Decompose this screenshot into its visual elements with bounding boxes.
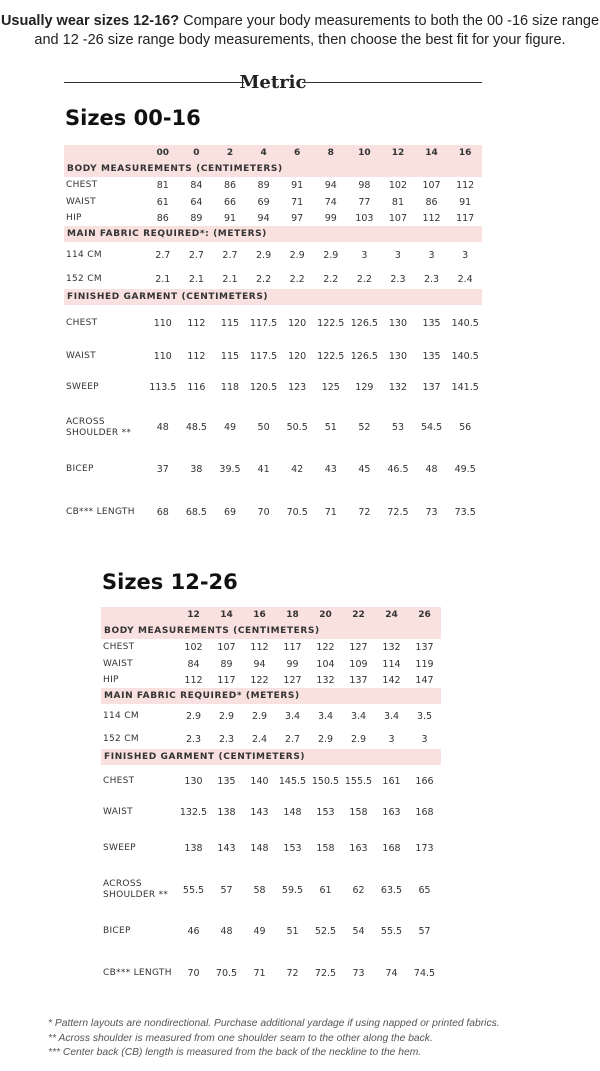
value-cell: 148 xyxy=(250,842,269,854)
section-header-row xyxy=(64,226,482,242)
table-row xyxy=(101,765,441,797)
value-cell: 155.5 xyxy=(344,775,373,787)
section-header: MAIN FABRIC REQUIRED* (METERS) xyxy=(101,688,441,704)
value-cell: 2.2 xyxy=(289,273,305,285)
footnote-2: ** Across shoulder is measured from one shoulder seam to the other along the back. xyxy=(48,1032,433,1044)
value-cell: 137 xyxy=(422,382,441,393)
value-cell: 130 xyxy=(388,317,408,329)
value-cell: 118 xyxy=(220,382,240,393)
value-cell: 150.5 xyxy=(311,775,340,787)
value-cell: 63.5 xyxy=(380,884,403,896)
value-cell: 2.9 xyxy=(256,250,272,261)
size-header-cell: 12 xyxy=(177,607,210,623)
value-cell: 132 xyxy=(382,642,401,653)
table2-title: Sizes 12-26 xyxy=(102,570,238,594)
value-cell: 73 xyxy=(352,967,365,979)
value-cell: 89 xyxy=(190,212,203,224)
value-cell: 49 xyxy=(253,925,266,937)
size-header-cell: 26 xyxy=(408,607,441,623)
size-header-cell: 16 xyxy=(448,145,482,161)
value-cell: 49 xyxy=(223,422,237,433)
value-cell: 141.5 xyxy=(451,382,479,393)
value-cell: 104 xyxy=(316,658,335,670)
row-label: SWEEP xyxy=(66,382,99,392)
row-label: WAIST xyxy=(66,196,96,207)
value-cell: 138 xyxy=(217,807,236,818)
value-cell: 69 xyxy=(223,506,237,518)
value-cell: 130 xyxy=(184,775,203,787)
value-cell: 130 xyxy=(388,350,408,362)
value-cell: 84 xyxy=(187,658,200,670)
value-cell: 68 xyxy=(156,506,169,518)
value-cell: 112 xyxy=(184,674,203,686)
value-cell: 72 xyxy=(286,967,299,979)
value-cell: 163 xyxy=(382,807,401,818)
value-cell: 110 xyxy=(153,350,172,362)
section-header-row xyxy=(101,749,441,765)
row-label: CB*** LENGTH xyxy=(66,506,135,517)
value-cell: 2.3 xyxy=(218,733,235,745)
size-header-cell: 24 xyxy=(375,607,408,623)
value-cell: 72.5 xyxy=(387,506,409,518)
value-cell: 112 xyxy=(187,317,206,329)
table-row xyxy=(101,704,441,729)
value-cell: 163 xyxy=(349,842,368,854)
value-cell: 97 xyxy=(291,212,304,224)
value-cell: 54.5 xyxy=(420,422,443,433)
value-cell: 73.5 xyxy=(454,506,476,518)
value-cell: 2.7 xyxy=(284,733,301,745)
value-cell: 98 xyxy=(358,180,371,191)
value-cell: 39.5 xyxy=(219,463,241,475)
intro-text xyxy=(0,12,600,50)
value-cell: 48 xyxy=(425,463,438,475)
size-table-12-26 xyxy=(101,607,441,996)
row-label: 114 CM xyxy=(66,250,102,260)
value-cell: 57 xyxy=(220,884,233,896)
value-cell: 55.5 xyxy=(182,884,205,896)
value-cell: 70 xyxy=(187,967,200,979)
value-cell: 46.5 xyxy=(387,463,409,475)
table-row xyxy=(101,950,441,996)
value-cell: 143 xyxy=(250,807,269,818)
value-cell: 91 xyxy=(291,180,304,191)
table-row xyxy=(64,269,482,289)
size-header-cell: 6 xyxy=(280,145,314,161)
value-cell: 46 xyxy=(187,925,200,937)
value-cell: 147 xyxy=(415,674,434,686)
value-cell: 168 xyxy=(415,807,434,818)
value-cell: 115 xyxy=(220,317,240,329)
section-header-row xyxy=(64,289,482,305)
size-header-cell: 00 xyxy=(146,145,180,161)
row-label: HIP xyxy=(66,212,82,223)
value-cell: 3.4 xyxy=(383,711,400,722)
value-cell: 114 xyxy=(382,658,401,670)
value-cell: 137 xyxy=(415,642,434,653)
value-cell: 3 xyxy=(462,250,469,261)
table-row xyxy=(64,242,482,269)
value-cell: 51 xyxy=(324,422,337,433)
value-cell: 51 xyxy=(286,925,299,937)
row-label: CHEST xyxy=(66,180,98,190)
value-cell: 3.4 xyxy=(317,711,334,722)
section-header: BODY MEASUREMENTS (CENTIMETERS) xyxy=(64,161,482,177)
row-label: BICEP xyxy=(66,463,94,474)
row-label: WAIST xyxy=(66,350,96,361)
value-cell: 62 xyxy=(352,884,365,896)
table-row xyxy=(101,729,441,749)
value-cell: 89 xyxy=(257,180,270,191)
value-cell: 55.5 xyxy=(380,925,403,937)
value-cell: 158 xyxy=(349,807,368,818)
size-header-row xyxy=(64,145,482,161)
value-cell: 122 xyxy=(250,674,269,686)
value-cell: 132 xyxy=(388,382,408,393)
value-cell: 126.5 xyxy=(350,317,378,329)
value-cell: 48.5 xyxy=(185,422,207,433)
size-header-corner xyxy=(64,145,146,161)
table-row xyxy=(64,487,482,537)
value-cell: 64 xyxy=(190,196,203,208)
value-cell: 3.4 xyxy=(350,711,367,722)
table-row xyxy=(64,451,482,487)
row-label: 152 CM xyxy=(66,273,102,284)
value-cell: 37 xyxy=(156,463,169,475)
row-label: ACROSS SHOULDER ** xyxy=(103,879,169,900)
value-cell: 110 xyxy=(153,317,172,329)
value-cell: 91 xyxy=(459,196,472,208)
value-cell: 103 xyxy=(355,212,374,224)
value-cell: 119 xyxy=(415,658,434,670)
table-row xyxy=(101,828,441,868)
value-cell: 168 xyxy=(382,842,401,854)
value-cell: 127 xyxy=(283,674,302,686)
value-cell: 112 xyxy=(456,180,475,191)
value-cell: 61 xyxy=(156,196,169,208)
section-header-row xyxy=(64,161,482,177)
value-cell: 2.4 xyxy=(251,733,268,745)
value-cell: 2.3 xyxy=(185,733,202,745)
value-cell: 132 xyxy=(316,674,335,686)
table-row xyxy=(64,305,482,341)
value-cell: 107 xyxy=(217,642,236,653)
value-cell: 86 xyxy=(156,212,169,224)
value-cell: 3 xyxy=(388,733,395,745)
value-cell: 161 xyxy=(382,775,401,787)
value-cell: 69 xyxy=(257,196,270,208)
value-cell: 102 xyxy=(388,180,408,191)
value-cell: 49.5 xyxy=(454,463,476,475)
value-cell: 2.3 xyxy=(423,273,440,285)
size-header-cell: 8 xyxy=(314,145,348,161)
value-cell: 2.2 xyxy=(323,273,339,285)
value-cell: 2.7 xyxy=(188,250,204,261)
value-cell: 116 xyxy=(187,382,206,393)
row-label: BICEP xyxy=(103,925,131,936)
value-cell: 127 xyxy=(349,642,368,653)
section-header: FINISHED GARMENT (CENTIMETERS) xyxy=(64,289,482,305)
table-row xyxy=(64,210,482,226)
value-cell: 135 xyxy=(422,350,441,362)
value-cell: 2.9 xyxy=(350,733,367,745)
size-header-cell: 4 xyxy=(247,145,281,161)
value-cell: 45 xyxy=(358,463,371,475)
table-row xyxy=(64,177,482,194)
size-table-00-16 xyxy=(64,145,482,537)
row-label: 152 CM xyxy=(103,733,139,744)
value-cell: 77 xyxy=(358,196,371,208)
value-cell: 94 xyxy=(253,658,266,670)
table-row xyxy=(101,868,441,912)
table-row xyxy=(64,404,482,451)
section-header-row xyxy=(101,623,441,639)
size-header-cell: 18 xyxy=(276,607,309,623)
table-row xyxy=(64,194,482,210)
size-header-cell: 20 xyxy=(309,607,342,623)
value-cell: 102 xyxy=(184,642,203,653)
value-cell: 89 xyxy=(220,658,233,670)
value-cell: 58 xyxy=(253,884,266,896)
table-row xyxy=(101,672,441,688)
value-cell: 2.1 xyxy=(188,273,204,285)
value-cell: 41 xyxy=(257,463,270,475)
value-cell: 153 xyxy=(316,807,335,818)
value-cell: 2.9 xyxy=(317,733,334,745)
value-cell: 53 xyxy=(391,422,404,433)
value-cell: 71 xyxy=(253,967,266,979)
value-cell: 72 xyxy=(358,506,371,518)
value-cell: 148 xyxy=(283,807,302,818)
value-cell: 138 xyxy=(184,842,203,854)
value-cell: 153 xyxy=(283,842,302,854)
value-cell: 158 xyxy=(316,842,335,854)
value-cell: 52 xyxy=(358,422,371,433)
value-cell: 2.9 xyxy=(323,250,339,261)
value-cell: 2.9 xyxy=(185,711,202,722)
value-cell: 122.5 xyxy=(317,350,345,362)
value-cell: 81 xyxy=(391,196,404,208)
value-cell: 86 xyxy=(425,196,438,208)
value-cell: 107 xyxy=(388,212,408,224)
footnote-3: *** Center back (CB) length is measured from the back of the neckline to the hem. xyxy=(48,1047,422,1058)
size-header-cell: 0 xyxy=(180,145,214,161)
value-cell: 135 xyxy=(422,317,441,329)
value-cell: 173 xyxy=(415,842,434,854)
value-cell: 71 xyxy=(291,196,304,208)
value-cell: 125 xyxy=(321,382,340,393)
value-cell: 112 xyxy=(250,642,269,653)
value-cell: 2.2 xyxy=(256,273,272,285)
size-header-row xyxy=(101,607,441,623)
footnote-1: * Pattern layouts are nondirectional. Purchase additional yardage if using napped or printed fabrics. xyxy=(48,1018,500,1029)
value-cell: 57 xyxy=(418,925,431,937)
size-header-cell: 12 xyxy=(381,145,415,161)
value-cell: 107 xyxy=(422,180,441,191)
value-cell: 122 xyxy=(316,642,335,653)
value-cell: 117 xyxy=(456,212,475,224)
size-header-cell: 14 xyxy=(210,607,243,623)
value-cell: 120 xyxy=(288,350,307,362)
value-cell: 120.5 xyxy=(249,382,278,393)
value-cell: 86 xyxy=(223,180,237,191)
value-cell: 115 xyxy=(220,350,240,362)
value-cell: 2.3 xyxy=(390,273,406,285)
row-label: 114 CM xyxy=(103,711,139,721)
value-cell: 3 xyxy=(394,250,401,261)
row-label: CB*** LENGTH xyxy=(103,967,172,978)
value-cell: 70.5 xyxy=(286,506,308,518)
value-cell: 84 xyxy=(190,180,203,191)
value-cell: 66 xyxy=(223,196,237,208)
value-cell: 91 xyxy=(223,212,237,224)
value-cell: 2.1 xyxy=(155,273,171,285)
value-cell: 2.4 xyxy=(457,273,473,285)
row-label: CHEST xyxy=(66,317,98,328)
row-label: CHEST xyxy=(103,642,135,652)
value-cell: 143 xyxy=(217,842,236,854)
value-cell: 166 xyxy=(415,775,434,787)
value-cell: 3 xyxy=(428,250,435,261)
intro-bold: Usually wear sizes 12-16? xyxy=(0,13,180,29)
table-row xyxy=(101,797,441,828)
row-label: CHEST xyxy=(103,775,135,786)
value-cell: 68.5 xyxy=(185,506,207,518)
value-cell: 120 xyxy=(288,317,307,329)
size-header-cell: 16 xyxy=(243,607,276,623)
section-header-row xyxy=(101,688,441,704)
value-cell: 54 xyxy=(352,925,365,937)
value-cell: 2.1 xyxy=(222,273,238,285)
value-cell: 132.5 xyxy=(179,807,208,818)
table1-title: Sizes 00-16 xyxy=(65,106,201,130)
value-cell: 42 xyxy=(291,463,304,475)
value-cell: 2.9 xyxy=(251,711,268,722)
value-cell: 2.2 xyxy=(356,273,372,285)
value-cell: 126.5 xyxy=(350,350,378,362)
value-cell: 70 xyxy=(257,506,270,518)
size-header-cell: 2 xyxy=(213,145,247,161)
value-cell: 117 xyxy=(283,642,302,653)
section-header: FINISHED GARMENT (CENTIMETERS) xyxy=(101,749,441,765)
footnotes xyxy=(48,1017,500,1061)
section-header: MAIN FABRIC REQUIRED*: (METERS) xyxy=(64,226,482,242)
value-cell: 70.5 xyxy=(215,967,238,979)
table-row xyxy=(101,656,441,672)
value-cell: 123 xyxy=(288,382,307,393)
value-cell: 71 xyxy=(324,506,337,518)
table-row xyxy=(64,341,482,371)
value-cell: 137 xyxy=(349,674,368,686)
value-cell: 117.5 xyxy=(249,317,278,329)
row-label: SWEEP xyxy=(103,842,136,853)
value-cell: 38 xyxy=(190,463,203,475)
section-header: BODY MEASUREMENTS (CENTIMETERS) xyxy=(101,623,441,639)
value-cell: 109 xyxy=(349,658,368,670)
value-cell: 99 xyxy=(286,658,299,670)
value-cell: 140 xyxy=(250,775,269,787)
value-cell: 2.7 xyxy=(155,250,171,261)
row-label: WAIST xyxy=(103,807,133,817)
value-cell: 74 xyxy=(324,196,337,208)
value-cell: 145.5 xyxy=(278,775,307,787)
value-cell: 74 xyxy=(385,967,398,979)
value-cell: 50.5 xyxy=(286,422,308,433)
value-cell: 117 xyxy=(217,674,236,686)
value-cell: 72.5 xyxy=(314,967,337,979)
value-cell: 94 xyxy=(257,212,270,224)
value-cell: 73 xyxy=(425,506,438,518)
value-cell: 65 xyxy=(418,884,431,896)
size-header-corner xyxy=(101,607,177,623)
value-cell: 2.9 xyxy=(218,711,235,722)
value-cell: 112 xyxy=(422,212,441,224)
value-cell: 122.5 xyxy=(317,317,345,329)
value-cell: 2.7 xyxy=(222,250,238,261)
value-cell: 113.5 xyxy=(149,382,177,393)
size-header-cell: 14 xyxy=(415,145,449,161)
value-cell: 81 xyxy=(156,180,169,191)
value-cell: 129 xyxy=(355,382,374,393)
intro-body: Compare your body measurements to both the 00 -16 size range and 12 -26 size range body measurements, then choose the best fit for your figure. xyxy=(34,13,600,48)
value-cell: 74.5 xyxy=(413,967,436,979)
value-cell: 135 xyxy=(217,775,236,787)
value-cell: 140.5 xyxy=(451,317,479,329)
value-cell: 3 xyxy=(361,250,368,261)
value-cell: 117.5 xyxy=(249,350,278,362)
row-label: ACROSS SHOULDER ** xyxy=(66,416,132,438)
value-cell: 140.5 xyxy=(451,350,479,362)
value-cell: 50 xyxy=(257,422,270,433)
value-cell: 99 xyxy=(324,212,337,224)
table-row xyxy=(101,912,441,950)
value-cell: 48 xyxy=(220,925,233,937)
row-label: HIP xyxy=(103,674,119,685)
table-row xyxy=(64,371,482,404)
size-header-cell: 22 xyxy=(342,607,375,623)
value-cell: 3.5 xyxy=(416,711,433,722)
value-cell: 52.5 xyxy=(314,925,337,937)
value-cell: 3 xyxy=(421,733,428,745)
value-cell: 3.4 xyxy=(284,711,301,722)
row-label: WAIST xyxy=(103,658,133,669)
value-cell: 43 xyxy=(324,463,337,475)
table-row xyxy=(101,639,441,656)
value-cell: 142 xyxy=(382,674,401,686)
metric-title: Metric xyxy=(239,72,307,93)
value-cell: 61 xyxy=(319,884,332,896)
value-cell: 56 xyxy=(459,422,472,433)
size-header-cell: 10 xyxy=(348,145,382,161)
metric-heading xyxy=(64,70,482,96)
value-cell: 48 xyxy=(156,422,169,433)
value-cell: 59.5 xyxy=(281,884,304,896)
value-cell: 94 xyxy=(324,180,337,191)
value-cell: 112 xyxy=(187,350,206,362)
value-cell: 2.9 xyxy=(289,250,305,261)
